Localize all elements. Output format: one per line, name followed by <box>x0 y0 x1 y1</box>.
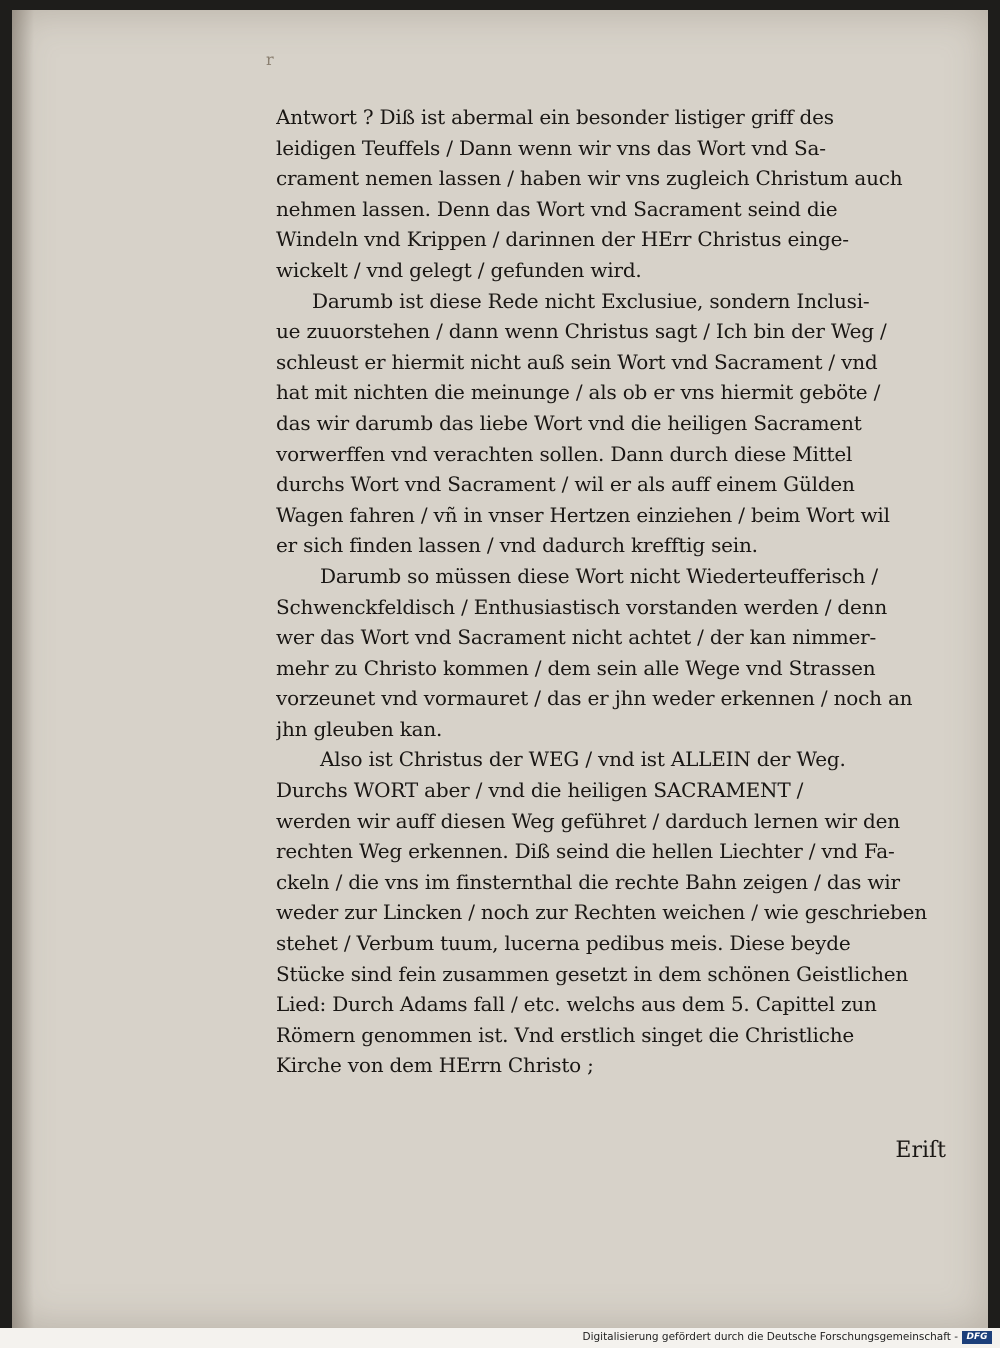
stray-mark: r <box>266 50 274 69</box>
text-line: stehet / Verbum tuum, lucerna pedibus meis. Diese beyde <box>276 931 851 956</box>
text-line: Kirche von dem HErrn Christo ; <box>276 1053 594 1078</box>
text-line: Also ist Christus der WEG / vnd ist ALLEIN der Weg. <box>320 747 846 772</box>
text-line: ue zuuorstehen / dann wenn Christus sagt / Ich bin der Weg / <box>276 319 887 344</box>
text-line: weder zur Lincken / noch zur Rechten weichen / wie geschrieben <box>276 900 927 925</box>
text-line: durchs Wort vnd Sacrament / wil er als auff einem Gülden <box>276 472 855 497</box>
text-line: hat mit nichten die meinunge / als ob er vns hiermit geböte / <box>276 380 881 405</box>
text-line: crament nemen lassen / haben wir vns zugleich Christum auch <box>276 166 903 191</box>
text-line: rechten Weg erkennen. Diß seind die hellen Liechter / vnd Fa- <box>276 839 895 864</box>
text-line: Römern genommen ist. Vnd erstlich singet die Christliche <box>276 1022 855 1047</box>
text-line: jhn gleuben kan. <box>276 716 443 741</box>
text-line: Darumb ist diese Rede nicht Exclusiue, sondern Inclusi- <box>312 288 870 313</box>
text-line: Lied: Durch Adams fall / etc. welchs aus dem 5. Capittel zun <box>276 992 877 1017</box>
funding-credit: Digitalisierung gefördert durch die Deutsche Forschungsgemeinschaft - <box>582 1331 958 1343</box>
dfg-logo[interactable]: DFG <box>962 1331 992 1344</box>
text-line: Antwort ? Diß ist abermal ein besonder listiger griff des <box>276 105 834 129</box>
page-text <box>276 102 951 1081</box>
text-line: Wagen fahren / vñ in vnser Hertzen einziehen / beim Wort wil <box>276 502 890 527</box>
text-line: Schwenckfeldisch / Enthusiastisch vorstanden werden / denn <box>276 594 888 619</box>
text-line: vorwerffen vnd verachten sollen. Dann durch diese Mittel <box>276 441 853 466</box>
text-line: Stücke sind fein zusammen gesetzt in dem schönen Geistlichen <box>276 961 909 986</box>
text-line: schleust er hiermit nicht auß sein Wort vnd Sacrament / vnd <box>276 349 878 374</box>
text-line: vorzeunet vnd vormauret / das er jhn weder erkennen / noch an <box>276 686 913 711</box>
text-line: werden wir auff diesen Weg geführet / darduch lernen wir den <box>276 808 900 833</box>
text-line: Darumb so müssen diese Wort nicht Wiederteufferisch / <box>320 563 878 588</box>
text-line: ckeln / die vns im finsternthal die rechte Bahn zeigen / das wir <box>276 869 900 894</box>
spine-shadow <box>12 10 34 1328</box>
text-line: Windeln vnd Krippen / darinnen der HErr Christus einge- <box>276 227 849 252</box>
catchword: Eriſt <box>895 1138 946 1163</box>
footer-bar <box>0 1328 1000 1348</box>
text-line: wickelt / vnd gelegt / gefunden wird. <box>276 257 642 282</box>
text-line: mehr zu Christo kommen / dem sein alle Wege vnd Strassen <box>276 655 876 680</box>
text-line: das wir darumb das liebe Wort vnd die heiligen Sacrament <box>276 410 862 435</box>
text-line: Durchs WORT aber / vnd die heiligen SACRAMENT / <box>276 778 804 803</box>
text-line: er sich finden lassen / vnd dadurch krefftig sein. <box>276 533 758 558</box>
text-line: leidigen Teuffels / Dann wenn wir vns das Wort vnd Sa- <box>276 135 826 160</box>
text-line: nehmen lassen. Denn das Wort vnd Sacrament seind die <box>276 196 838 221</box>
text-line: wer das Wort vnd Sacrament nicht achtet / der kan nimmer- <box>276 625 877 650</box>
